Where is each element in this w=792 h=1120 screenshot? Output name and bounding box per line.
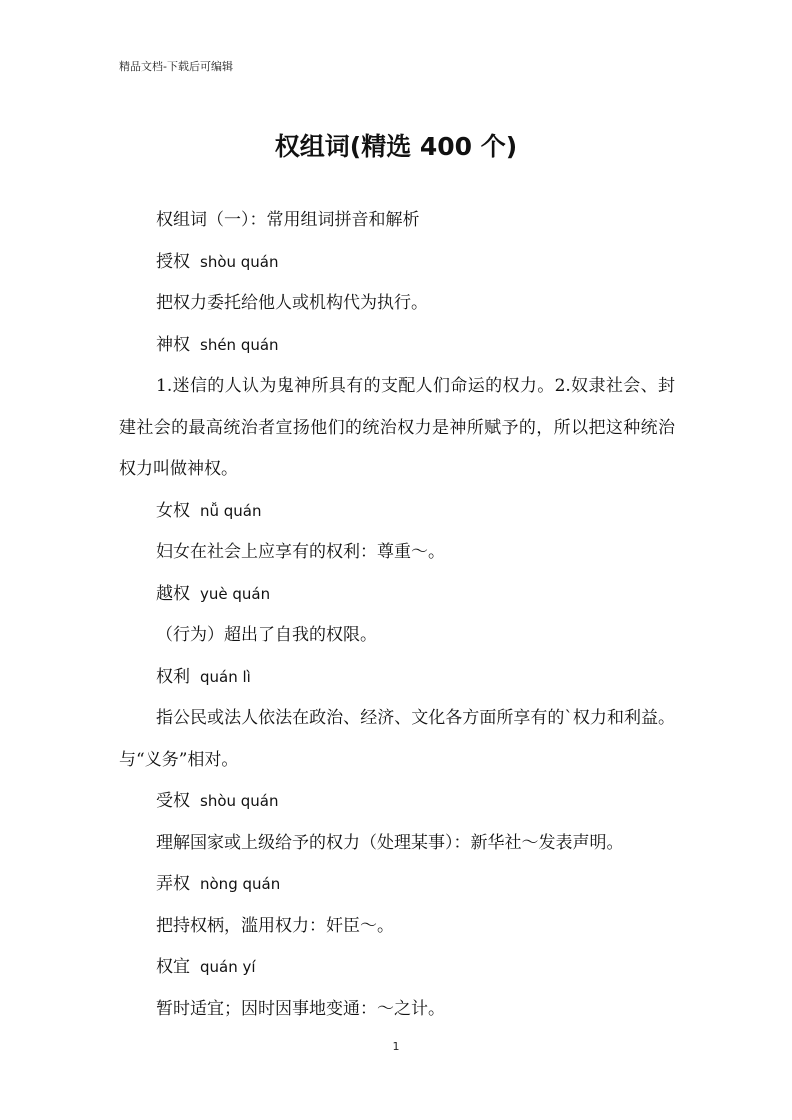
entry-pinyin: shén quán xyxy=(200,335,279,354)
page-header: 精品文档-下载后可编辑 xyxy=(119,60,233,73)
entry-pinyin: quán lì xyxy=(200,667,251,686)
entry-definition: 指公民或法人依法在政治、经济、文化各方面所享有的`权力和利益。与“义务”相对。 xyxy=(119,708,675,770)
document-title: 权组词(精选 400 个) xyxy=(274,132,518,161)
entry-definition: 暂时适宜；因时因事地变通：～之计。 xyxy=(156,998,445,1019)
entry-pinyin: yuè quán xyxy=(200,584,271,603)
intro-line: 权组词（一）：常用组词拼音和解析 xyxy=(156,210,420,230)
entry-pinyin: nòng quán xyxy=(200,875,281,893)
entry-definition: 把持权柄，滥用权力：奸臣～。 xyxy=(156,915,394,936)
entry-word: 权利 xyxy=(156,666,190,687)
entry-definition: 妇女在社会上应享有的权利：尊重～。 xyxy=(156,542,445,562)
entry-word: 神权 xyxy=(156,334,190,355)
entry-term xyxy=(119,657,675,699)
entry-word: 弄权 xyxy=(156,874,190,894)
entry-word: 授权 xyxy=(156,251,190,272)
entry-pinyin: nǚ quán xyxy=(200,501,262,520)
entry-term xyxy=(119,947,675,989)
entry-term xyxy=(119,491,675,533)
entry-term xyxy=(119,242,675,284)
entry-term xyxy=(119,781,675,823)
page-number: 1 xyxy=(392,1040,400,1053)
entry-definition: 1.迷信的人认为鬼神所具有的支配人们命运的权力。2.奴隶社会、封建社会的最高统治者宣扬他们的统治权力是神所赋予的，所以把这种统治权力叫做神权。 xyxy=(119,376,675,479)
entry-term xyxy=(119,325,675,367)
document-body xyxy=(119,200,675,1030)
entry-term xyxy=(119,574,675,616)
entry-word: 受权 xyxy=(156,791,190,811)
entry-definition: 把权力委托给他人或机构代为执行。 xyxy=(156,293,428,313)
entry-pinyin: shòu quán xyxy=(200,252,279,271)
entry-term xyxy=(119,864,675,906)
entry-word: 权宜 xyxy=(156,957,190,977)
entry-definition: （行为）超出了自我的权限。 xyxy=(156,625,377,645)
entry-word: 女权 xyxy=(156,500,190,521)
entry-pinyin: shòu quán xyxy=(200,792,279,810)
entry-definition: 理解国家或上级给予的权力（处理某事）：新华社～发表声明。 xyxy=(156,832,624,853)
entry-pinyin: quán yí xyxy=(200,958,256,976)
entry-word: 越权 xyxy=(156,583,190,604)
